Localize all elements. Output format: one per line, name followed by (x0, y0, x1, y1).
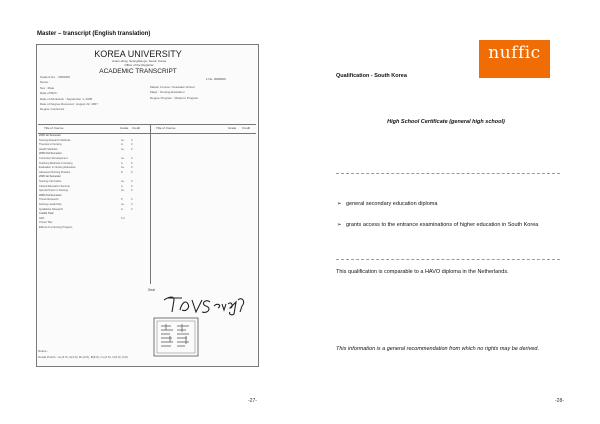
document-id: 1 No. 0000000 (206, 77, 226, 81)
course-grade: A (121, 161, 123, 165)
student-info-line: Student No. : 0000000 (40, 75, 71, 79)
student-info-line: Sex : Male (40, 85, 55, 90)
transcript-column-headers (38, 124, 256, 134)
course-grade: A+ (121, 156, 125, 160)
course-name: Thesis Title : (39, 221, 54, 225)
column-header: Credit (132, 126, 141, 130)
course-grade: A+ (121, 202, 125, 206)
program-info-line: Degree Program : Master's Program (150, 95, 199, 100)
course-credit: 3 (131, 156, 133, 160)
column-header: Title of Course (156, 126, 176, 130)
course-name: Thesis Research (39, 198, 59, 202)
student-info-block (40, 75, 98, 113)
nuffic-logo-text: nuffic (488, 43, 541, 63)
course-name: Nursing Informatics (39, 179, 62, 183)
arrow-bullet-icon: ➢ (337, 201, 342, 207)
column-header: Title of Course (44, 126, 64, 130)
course-credit: 3 (131, 184, 133, 188)
certificate-title: High School Certificate (general high school) (387, 119, 505, 125)
course-name: Curriculum Development (39, 156, 68, 160)
course-name: Clinical Education Seminar (39, 184, 70, 188)
left-page-title: Master – transcript (English translation) (37, 31, 151, 37)
course-name: Nursing Leadership (39, 202, 62, 206)
course-credit: 3 (131, 198, 133, 202)
dashed-divider (336, 173, 560, 174)
course-name: GPA (39, 216, 45, 220)
course-credit: 3 (131, 179, 133, 183)
course-grade: A+ (121, 179, 125, 183)
bullet-text: grants access to the entrance examinations of higher education in South Korea (346, 222, 539, 228)
course-credit: 3 (131, 161, 133, 165)
course-credit: 3 (131, 147, 133, 151)
column-header: Grade (228, 126, 237, 130)
course-grade: A+ (121, 166, 125, 170)
course-grade: A (121, 207, 123, 211)
program-info-line: Major : Nursing Education (150, 90, 185, 95)
dashed-divider (336, 259, 560, 260)
course-grade: A+ (121, 189, 125, 193)
course-grade: A (121, 143, 123, 147)
column-divider (150, 124, 151, 284)
qualification-heading: Qualification - South Korea (336, 73, 407, 79)
transcript-title: ACADEMIC TRANSCRIPT (99, 68, 177, 75)
registrar-office: Office of the Registrar (124, 63, 154, 67)
course-name: 2005 2nd Semester (39, 152, 62, 156)
course-name: 2006 1st Semester (39, 175, 61, 179)
course-name: Qualitative Research (39, 207, 64, 211)
course-name: Nursing Research Methods (39, 138, 71, 142)
course-name: Teaching Methods in Nursing (39, 161, 73, 165)
seal-label: Seal (148, 288, 156, 292)
university-name: KOREA UNIVERSITY (94, 49, 182, 59)
course-name: 2006 2nd Semester (39, 193, 62, 197)
grade-point-legend: Grade Points : A+(4.5), A(4.0), B+(3.5), B(3.0), C+(2.5), C(2.0), F(0) (38, 355, 128, 359)
course-name: Health Statistics (39, 147, 58, 151)
course-credit: 3 (131, 166, 133, 170)
course-grade: A+ (121, 138, 125, 142)
student-info-line: Date of Admission : September 1, 2005 (40, 96, 93, 101)
course-credit: 3 (131, 143, 133, 147)
course-grade: P (121, 170, 123, 174)
course-name: Theories in Nursing (39, 143, 62, 147)
course-credit: 0 (131, 170, 133, 174)
course-grade: A+ (121, 147, 125, 151)
course-name: 2005 1st Semester (39, 134, 61, 137)
comparison-statement: This qualification is comparable to a HAVO diploma in the Netherlands. (336, 269, 509, 275)
course-name: Evaluation in Nursing Education (39, 166, 76, 170)
student-info-line: Date of Degree Received : August 22, 2007 (40, 102, 98, 107)
course-credit: 3 (131, 138, 133, 142)
official-seal-stamp (142, 312, 202, 358)
bullet-text: general secondary education diploma (346, 201, 438, 207)
bullet-item (337, 222, 556, 230)
student-info-line: Degree Conferred : (40, 107, 66, 112)
left-page-number: -27- (248, 398, 257, 404)
column-header: Credit (242, 126, 251, 130)
course-credit: 3 (131, 207, 133, 211)
disclaimer-text: This information is a general recommendation from which no rights may be derived. (336, 346, 539, 352)
course-grade: P (121, 198, 123, 202)
university-address: Anam-dong, Seongbuk-gu, Seoul, Korea (111, 59, 167, 63)
course-name: Advanced Nursing Practice (39, 170, 71, 174)
course-credit: 3 (131, 202, 133, 206)
course-credit: 3 (131, 189, 133, 193)
arrow-bullet-icon: ➢ (337, 222, 342, 228)
course-grade: 4.4 (121, 216, 125, 220)
course-name: Special Topics in Nursing (39, 189, 68, 193)
course-row (39, 226, 145, 231)
transcript-notice: Notice : (38, 349, 49, 353)
student-info-line: Date of Birth : (40, 91, 59, 96)
program-info-line: Master Course / Graduate School (150, 85, 195, 89)
course-name: Credits Total (39, 212, 54, 216)
course-list (39, 134, 145, 230)
student-info-line: Name : (40, 80, 50, 85)
right-page-number: -28- (555, 398, 564, 404)
bullet-item (337, 201, 556, 209)
course-name: Effects of a Nursing Program (39, 225, 73, 229)
program-info-block (150, 85, 198, 101)
course-grade: A (121, 184, 123, 188)
column-header: Grade (120, 126, 129, 130)
